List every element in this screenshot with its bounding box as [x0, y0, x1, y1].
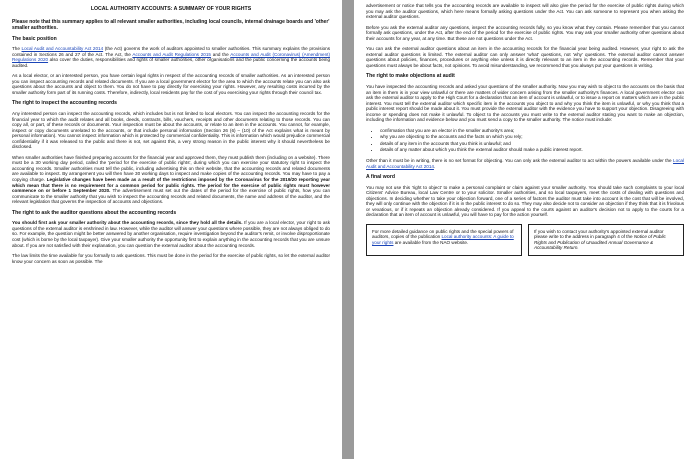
text: (the Act) governs the work of auditors appointed to smaller authorities. This summary explains the provisions contained in Sections 26 and 27 of the Act. The Act, the	[12, 46, 330, 57]
link-local-audit-act[interactable]: Local Audit and Accountability Act 2014	[21, 46, 104, 52]
paragraph-ask-2: The law limits the time available for you formally to ask questions. This must be done in the period for the exercise of public rights, so let the external auditor know your concern as soon as possible. The	[12, 253, 330, 264]
paragraph-final: You may not use this 'right to object' to make a personal complaint or claim against your smaller authority. You should take such complaints to your local Citizens' Advice Bureau, local Law Centre or to your solicitor. Smaller authorities, and so local taxpayers, meet the costs of dealing with questions and objections. In deciding whether to take your objection forward, one of a series of factors the auditor must take into account is the cost that will be involved, they will only continue with the objection if it is in the public interest to do so. They may also decide not to consider an objection if they think that it is frivolous or vexatious, or if it repeats an objection already considered. If you appeal to the courts against an auditor's decision not to apply to the courts for a declaration that an item of account is unlawful, you will have to pay for the action yourself.	[366, 184, 684, 218]
list-item: • confirmation that you are an elector in the smaller authority's area;	[380, 128, 684, 134]
paragraph-basic-1	[12, 46, 330, 68]
document-page-left	[0, 0, 342, 459]
heading-basic-position: The basic position	[12, 35, 57, 42]
italic-text: Notice of Public Rights and Publication of Unaudited Annual Governance & Accountability Return.	[534, 234, 666, 251]
paragraph-basic-2: As a local elector, or an interested person, you have certain legal rights in respect of the accounting records of smaller authorities. As an interested person you can inspect accounting records and related documents. If you are a local government elector for the area to which the accounts relate you can also ask questions about the accounts and object to them. You do not have to pay directly for exercising your rights. However, any resulting costs incurred by the smaller authority form part of its running costs. Therefore, indirectly, local residents pay for the cost of you exercising your rights through their council tax.	[12, 73, 330, 95]
document-page-right	[354, 0, 696, 459]
list-item: • why you are objecting to the accounts and the facts on which you rely;	[380, 134, 684, 140]
paragraph-right-1: advertisement or notice that tells you the accounting records are available to inspect will also give the period for the exercise of public rights during which you may ask the auditor questions, which here means formally asking questions under the Act. You can ask someone to represent you when asking the external auditor questions.	[366, 3, 684, 20]
list-item: • details of any matter about which you think the external auditor should make a public interest report.	[380, 147, 684, 153]
heading-final-word: A final word	[366, 174, 395, 181]
text: If you are a local elector, your right to ask questions of the external auditor is enshrined in law. However, while the auditor will answer your questions where possible, they are not always obliged to do so. For example, the question might be better answered by another organisation, require investigation beyond the auditor's remit, or involve disproportionate cost (which is borne by the local taxpayer). Give your smaller authority the opportunity first to explain anything in the accounting records that you are unsure about. If you are not satisfied with their explanation, you can question the external auditor about the accounting records.	[12, 220, 330, 248]
text: For more detailed guidance on public rights and the special powers of auditors, copies of the publication	[372, 228, 514, 240]
page-title: LOCAL AUTHORITY ACCOUNTS: A SUMMARY OF YOUR RIGHTS	[90, 6, 252, 12]
bold-text: Legislative changes have been made as a result of the restrictions imposed by the Coronavirus for the 2019/20 reporting year which mean that there is no requirement for a common period for public rights. The period for the exercise of public rights must however commence on or before 1 September 2020.	[12, 177, 330, 194]
text: are available from the NAO website.	[393, 239, 469, 245]
intro-note: Please note that this summary applies to all relevant smaller authorities, including local councils, internal drainage boards and 'other' smaller authorities.	[12, 18, 330, 31]
paragraph-right-2: Before you ask the external auditor any questions, inspect the accounting records fully, so you know what they contain. Please remember that you cannot formally ask questions, under the Act, after the end of the period for the exercise of public rights. You may ask your smaller authority other questions about their accounts for any year, at any time. But these are not questions under the Act.	[366, 24, 684, 41]
text: Other than it must be in writing, there is no set format for objecting. You can only ask the external auditor to act within the powers available under the	[366, 158, 674, 164]
text: The advertisement must set out the dates of the period for the exercise of public rights, how you can communicate to the smaller authority that you wish to inspect the accounting records and related documents, the name and address of the auditor, and the relevant legislation that governs the inspection of accounts and objections.	[12, 188, 330, 205]
heading-right-to-ask: The right to ask the auditor questions about the accounting records	[12, 209, 177, 216]
info-boxes	[366, 224, 684, 256]
list-item: • details of any item in the accounts that you think is unlawful; and	[380, 141, 684, 147]
paragraph-right-3: You can ask the external auditor questions about an item in the accounting records for the financial year being audited. However, your right to ask the external auditor questions is limited. The external auditor can only answer 'what' questions, not 'why' questions. The external auditor cannot answer questions about policies, finances, procedures or anything else unless it is directly relevant to an item in the accounting records. Remember that your questions must always be about facts, not opinions. To avoid misunderstanding, we recommend that you always put your questions in writing.	[366, 46, 684, 68]
text: .	[433, 163, 436, 169]
text: If you wish to contact your authority's appointed external auditor please write to the address in paragraph 4 of the	[534, 228, 664, 240]
paragraph-inspect-2	[12, 155, 330, 205]
paragraph-inspect-1: Any interested person can inspect the accounting records, which includes but is not limited to local electors. You can inspect the accounting records for the financial year to which the audit relates and all books, deeds, contracts, bills, vouchers, receipts and other documents relating to those records. You can copy all, or part, of these records or documents. Your inspection must be about the accounts, or relate to an item in the accounts. You cannot, for example, inspect or copy documents unrelated to the accounts, or that include personal information (Section 26 (6) – (10) of the Act explains what is meant by personal information). You cannot inspect information which is protected by commercial confidentiality. This is information which would prejudice commercial confidentiality if it was released to the public and there is not, set against this, a very strong reason in the public interest why it should nevertheless be disclosed.	[12, 111, 330, 150]
link-accounts-audit-regulations[interactable]: Accounts and Audit Regulations 2015	[132, 51, 211, 57]
objection-requirements-list	[380, 128, 684, 153]
contact-auditor-box	[528, 224, 684, 256]
guidance-box	[366, 224, 522, 256]
text: The	[12, 46, 22, 52]
bold-text: You should first ask your smaller authority about the accounting records, since they hold all the details.	[12, 220, 243, 226]
heading-right-to-inspect: The right to inspect the accounting records	[12, 100, 117, 107]
link-local-audit-act-2[interactable]: Local Audit and Accountability Act 2014	[366, 158, 684, 169]
paragraph-ask-1	[12, 220, 330, 248]
link-coronavirus-regulations[interactable]: Accounts and Audit (Coronavirus) (Amendment) Regulations 2020	[12, 51, 330, 63]
text: also cover the duties, responsibilities and rights of smaller authorities, other organisations and the public concerning the accounts being audited.	[12, 57, 330, 68]
text: and the	[210, 51, 231, 57]
paragraph-object-2	[366, 158, 684, 169]
link-guide-to-your-rights[interactable]: Local authority accounts: A guide to your rights	[372, 234, 514, 245]
paragraph-object-1: You have inspected the accounting records and asked your questions of the smaller authority. Now you may wish to object to the accounts on the basis that an item in them is in your view unlawful or there are matters of wider concern arising from the smaller authority's finances. A local government elector can ask the external auditor to apply to the High Court for a declaration that an item of account is unlawful, or to issue a report on matters which are in the public interest. You must tell the external auditor which specific item in the accounts you object to and why you think the item is unlawful, or why you think that a public interest report should be made about it. You must provide the external auditor with the evidence you have to support your objection. Disagreeing with income or spending does not make it unlawful. To object to the accounts you must write to the external auditor stating you want to make an objection, including the information and evidence below and you must send a copy to the smaller authority. The notice must include:	[366, 84, 684, 123]
text: When smaller authorities have finished preparing accounts for the financial year and approved them, they must publish them (including on a website). There must be a 30 working day period, called the 'period for the exercise of public rights', during which you can exercise your statutory right to inspect the accounting records. Smaller authorities must tell the public, including advertising this on their website, that the accounting records and related documents are available to inspect. By arrangement you will then have 30 working days to inspect and make copies of the accounting records. You may have to pay a copying charge.	[12, 154, 330, 183]
heading-right-to-object: The right to make objections at audit	[366, 73, 455, 80]
